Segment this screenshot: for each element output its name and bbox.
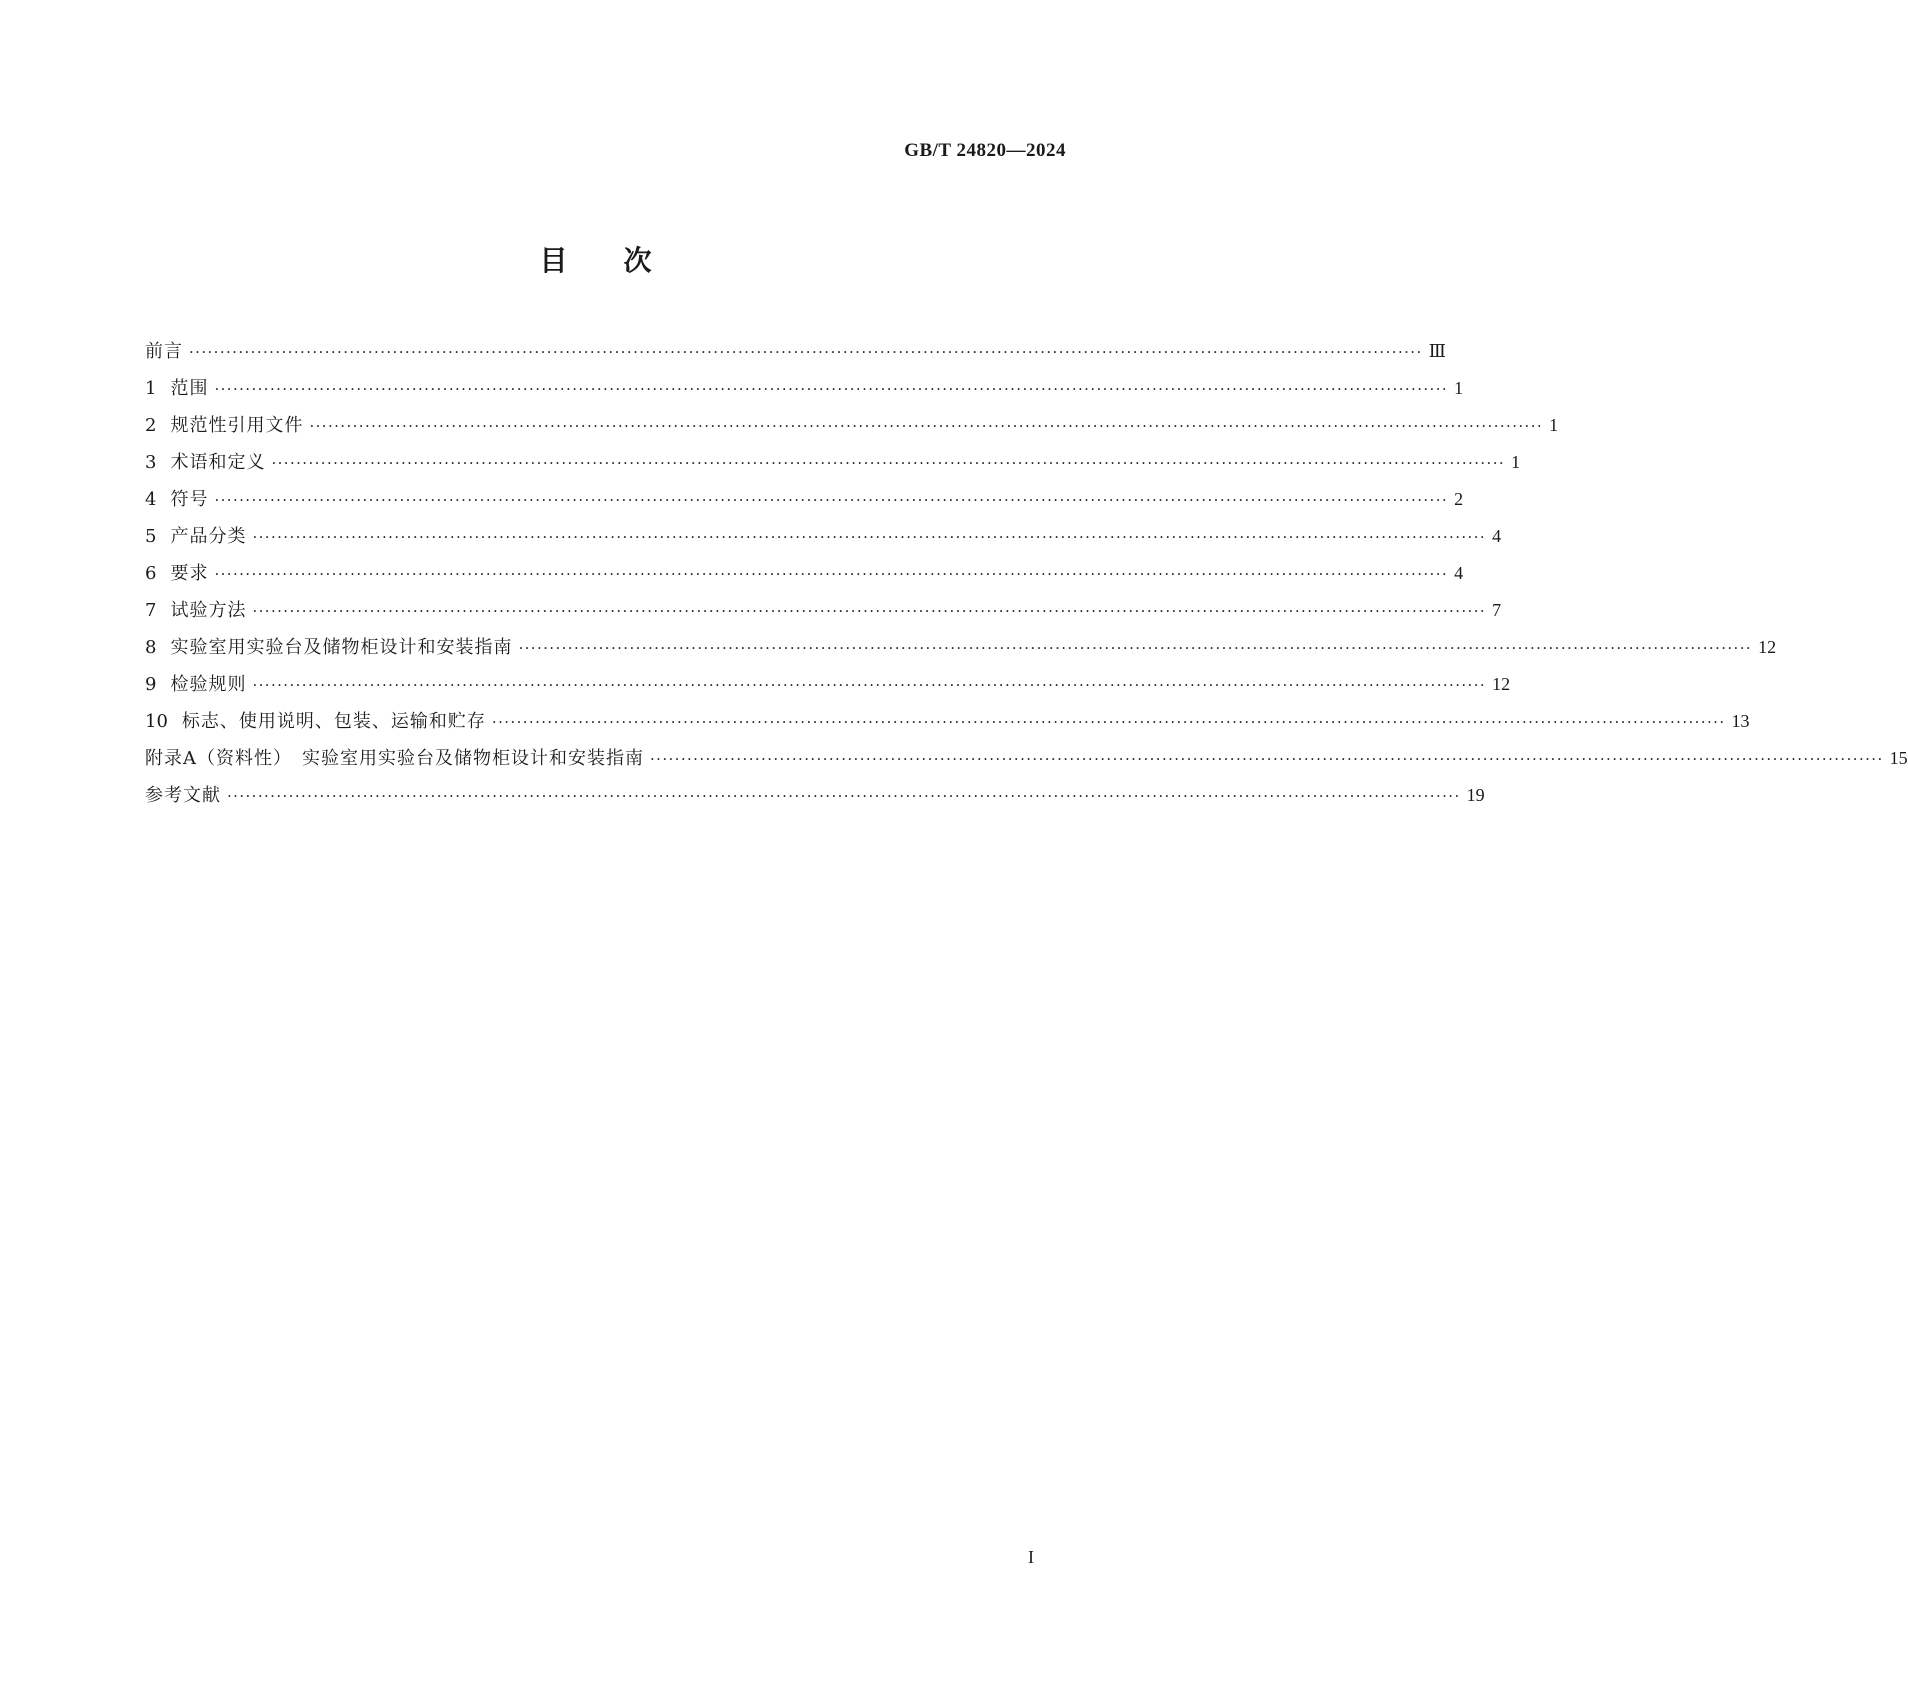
toc-entry-label: 符号 bbox=[170, 489, 209, 510]
toc-entry-number: 6 bbox=[145, 563, 157, 584]
toc-entry-classification[interactable] bbox=[145, 524, 1502, 561]
dot-leader: ········································································································································································································ bbox=[252, 528, 1487, 546]
toc-entry-inspection-rules[interactable] bbox=[145, 672, 1511, 709]
toc-entry-label: 术语和定义 bbox=[170, 452, 266, 473]
toc-entry-label: 产品分类 bbox=[170, 526, 247, 547]
toc-entry-page: 7 bbox=[1492, 600, 1502, 620]
dot-leader: ········································································································································································································ bbox=[227, 787, 1461, 805]
table-of-contents bbox=[145, 339, 1908, 820]
toc-entry-page: 2 bbox=[1454, 489, 1464, 509]
toc-entry-label: 试验方法 bbox=[170, 600, 247, 621]
toc-entry-page: 1 bbox=[1511, 452, 1521, 472]
toc-entry-test-methods[interactable] bbox=[145, 598, 1502, 635]
toc-entry-label: 要求 bbox=[170, 563, 209, 584]
toc-entry-number: 10 bbox=[145, 711, 168, 732]
dot-leader: ········································································································································································································ bbox=[491, 713, 1726, 731]
dot-leader: ········································································································································································································ bbox=[518, 639, 1753, 657]
toc-entry-page: 15 bbox=[1889, 748, 1908, 768]
toc-entry-label: 参考文献 bbox=[145, 785, 221, 806]
toc-entry-bibliography[interactable] bbox=[145, 783, 1485, 820]
toc-entry-label: 前言 bbox=[145, 341, 183, 362]
toc-entry-page: 1 bbox=[1549, 415, 1559, 435]
toc-entry-page: 12 bbox=[1492, 674, 1511, 694]
toc-entry-label: 附录A（资料性） 实验室用实验台及储物柜设计和安装指南 bbox=[145, 748, 644, 769]
toc-entry-label: 实验室用实验台及储物柜设计和安装指南 bbox=[170, 637, 513, 658]
toc-entry-page: 4 bbox=[1492, 526, 1502, 546]
toc-entry-number: 3 bbox=[145, 452, 157, 473]
toc-entry-design-guide[interactable] bbox=[145, 635, 1777, 672]
toc-entry-symbols[interactable] bbox=[145, 487, 1464, 524]
dot-leader: ········································································································································································································ bbox=[252, 602, 1487, 620]
toc-entry-number: 8 bbox=[145, 637, 157, 658]
dot-leader: ········································································································································································································ bbox=[309, 417, 1544, 435]
dot-leader: ········································································································································································································ bbox=[189, 343, 1423, 361]
toc-entry-scope[interactable] bbox=[145, 376, 1464, 413]
toc-entry-foreword[interactable] bbox=[145, 339, 1446, 376]
toc-entry-page: 12 bbox=[1758, 637, 1777, 657]
dot-leader: ········································································································································································································ bbox=[214, 380, 1449, 398]
toc-entry-terms-definitions[interactable] bbox=[145, 450, 1521, 487]
toc-entry-page: 4 bbox=[1454, 563, 1464, 583]
toc-entry-requirements[interactable] bbox=[145, 561, 1464, 598]
toc-entry-annex-a[interactable] bbox=[145, 746, 1908, 783]
toc-entry-label: 检验规则 bbox=[170, 674, 247, 695]
toc-entry-label: 规范性引用文件 bbox=[170, 415, 304, 436]
dot-leader: ········································································································································································································ bbox=[214, 491, 1449, 509]
toc-entry-number: 7 bbox=[145, 600, 157, 621]
dot-leader: ········································································································································································································ bbox=[252, 676, 1487, 694]
toc-entry-number: 9 bbox=[145, 674, 157, 695]
dot-leader: ········································································································································································································ bbox=[271, 454, 1506, 472]
page-number: I bbox=[1028, 1547, 1034, 1567]
toc-entry-page: 13 bbox=[1731, 711, 1750, 731]
dot-leader: ········································································································································································································ bbox=[650, 750, 1884, 768]
toc-entry-number: 5 bbox=[145, 526, 157, 547]
toc-entry-label: 标志、使用说明、包装、运输和贮存 bbox=[181, 711, 486, 732]
toc-entry-number: 4 bbox=[145, 489, 157, 510]
toc-entry-label: 范围 bbox=[170, 378, 209, 399]
toc-entry-number: 1 bbox=[145, 378, 157, 399]
dot-leader: ········································································································································································································ bbox=[214, 565, 1449, 583]
toc-title: 目次 bbox=[539, 244, 708, 277]
toc-entry-normative-references[interactable] bbox=[145, 413, 1559, 450]
toc-entry-page: 1 bbox=[1454, 378, 1464, 398]
document-code: GB/T 24820—2024 bbox=[904, 140, 1066, 161]
toc-entry-page: 19 bbox=[1466, 785, 1485, 805]
toc-entry-number: 2 bbox=[145, 415, 157, 436]
toc-entry-page: Ⅲ bbox=[1428, 341, 1446, 361]
toc-entry-marking-packaging[interactable] bbox=[145, 709, 1750, 746]
